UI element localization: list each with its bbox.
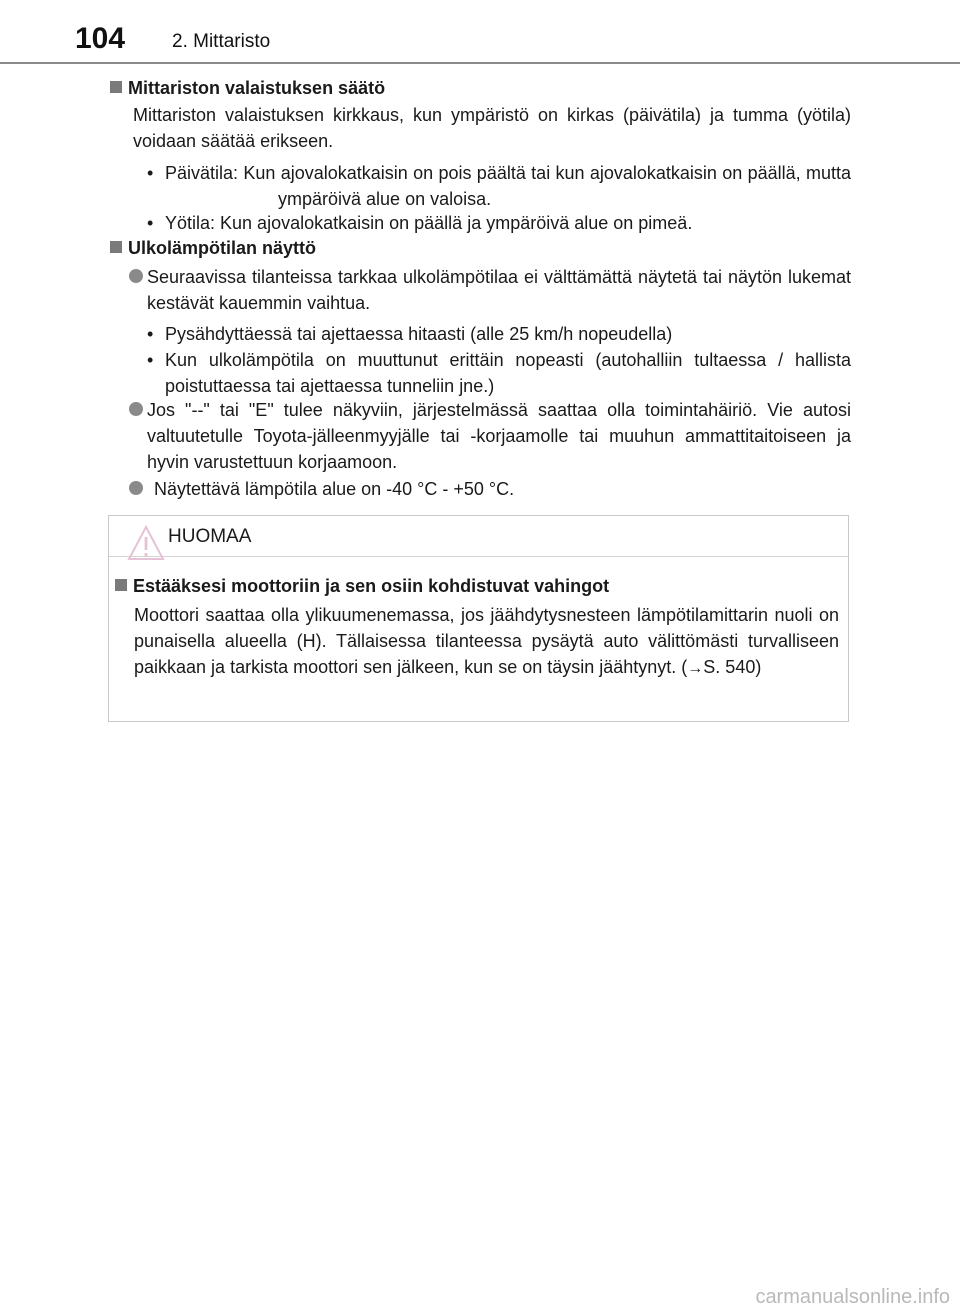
square-bullet-icon <box>110 241 122 253</box>
dot-bullet-icon <box>129 481 143 495</box>
header-divider <box>0 62 960 64</box>
list-item-day-mode: • Päivätila: Kun ajovalokatkaisin on pois päältä tai kun ajovalokatkaisin on päällä, mutta ympäröivä alue on valoisa. <box>147 160 851 212</box>
dot-bullet-icon <box>129 402 143 416</box>
bullet-mark: • <box>147 163 154 183</box>
notice-heading: Estääksesi moottoriin ja sen osiin kohdistuvat vahingot <box>115 576 609 597</box>
warning-triangle-icon <box>127 525 165 561</box>
section-intro: Mittariston valaistuksen kirkkaus, kun ympäristö on kirkas (päivätila) ja tumma (yötila) voidaan säätää erikseen. <box>133 105 851 151</box>
square-bullet-icon <box>115 579 127 591</box>
list-item-slow-driving: • Pysähdyttäessä tai ajettaessa hitaasti (alle 25 km/h nopeudella) <box>147 321 851 347</box>
arrow-right-icon: → <box>687 660 704 677</box>
page-reference[interactable]: S. 540) <box>703 657 762 677</box>
page-header <box>0 0 960 64</box>
section-heading-outside-temp: Ulkolämpötilan näyttö <box>110 238 316 259</box>
point-malfunction: Jos "--" tai "E" tulee näkyviin, järjestelmässä saattaa olla toimintahäiriö. Vie autosi valtuutetulle Toyota-jälleenmyyjälle tai -korjaamolle tai muuhun ammattitaitoiseen ja hyvin varustettuun korjaamoon. <box>147 397 851 475</box>
point-temperature-range: Näytettävä lämpötila alue on -40 °C - +50 °C. <box>154 476 858 502</box>
chapter-title: 2. Mittaristo <box>172 31 271 52</box>
point-conditions: Seuraavissa tilanteissa tarkkaa ulkolämpötilaa ei välttämättä näytetä tai näytön lukemat kestävät kauemmin vaihtua. <box>147 264 851 316</box>
notice-box <box>108 515 849 722</box>
notice-header <box>109 516 848 557</box>
dot-bullet-icon <box>129 269 143 283</box>
notice-label: HUOMAA <box>168 526 252 547</box>
bullet-mark: • <box>147 213 154 233</box>
bullet-mark: • <box>147 350 154 370</box>
notice-text: Moottori saattaa olla ylikuumenemassa, jos jäähdytysnesteen lämpötilamittarin nuoli on punaisella alueella (H). Tällaisessa tilanteessa pysäytä auto välittömästi turvalliseen paikkaan ja tarkista moottori sen jälkeen, kun se on täysin jäähtynyt. (→S. 540) <box>134 605 839 677</box>
page-number: 104 <box>75 22 126 55</box>
list-item-rapid-change: • Kun ulkolämpötila on muuttunut erittäin nopeasti (autohalliin tultaessa / hallista poistuttaessa tai ajettaessa tunneliin jne.) <box>147 347 851 399</box>
bullet-mark: • <box>147 324 154 344</box>
section-heading-lighting: Mittariston valaistuksen säätö <box>110 78 385 99</box>
watermark-logo: carmanualsonline.info <box>755 1286 950 1308</box>
list-item-night-mode: • Yötila: Kun ajovalokatkaisin on päällä ja ympäröivä alue on pimeä. <box>147 210 851 236</box>
square-bullet-icon <box>110 81 122 93</box>
